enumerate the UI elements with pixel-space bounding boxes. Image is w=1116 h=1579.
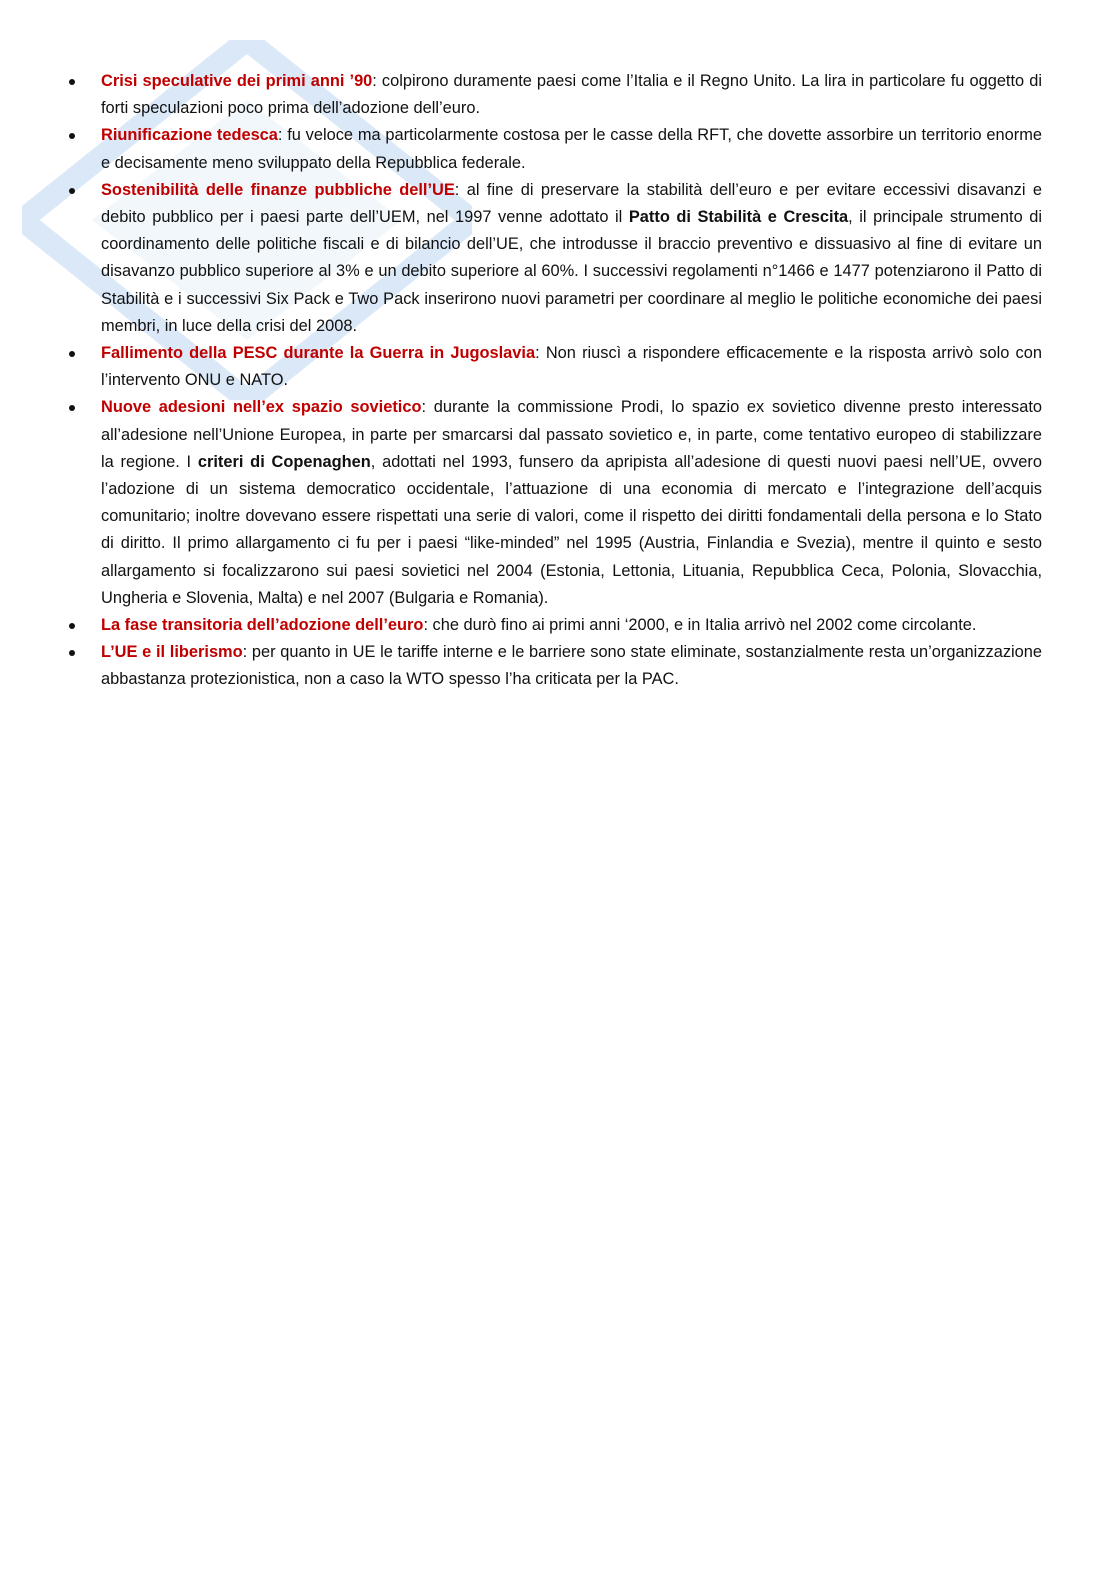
bullet-list [66,68,1042,694]
item-text: , il principale strumento di coordinamento delle politiche fiscali e di bilancio dell’UE, che introdusse il braccio preventivo e dissuasivo al fine di evitare un disavanzo pubblico superiore al 3% e un debito superiore al 60%. I successivi regolamenti n°1466 e 1477 potenziarono il Patto di Stabilità e i successivi Six Pack e Two Pack inserirono nuovi parametri per coordinare al meglio le politiche economiche dei paesi membri, in luce della crisi del 2008. [101,208,1043,335]
bullet-icon [69,405,75,411]
list-item [66,612,1042,639]
bullet-icon [69,351,75,357]
item-text: : colpirono duramente paesi come l’Italia e il Regno Unito. La lira in particolare fu oggetto di forti speculazioni poco prima dell’adozione dell’euro. [101,72,1042,118]
item-bold-text: Patto di Stabilità e Crescita [628,208,849,227]
bullet-icon [69,650,75,656]
bullet-icon [69,188,75,194]
list-item [66,394,1042,612]
item-term: Riunificazione tedesca [101,126,278,145]
list-item [66,340,1042,394]
item-text: : al fine di preservare la stabilità dell’euro e per evitare eccessivi disavanzi e debito pubblico per i paesi parte dell’UEM, nel 1997 venne adottato il [101,180,1042,227]
document-body [66,68,1042,694]
list-item [66,122,1042,176]
item-term: Nuove adesioni nell’ex spazio sovietico [101,398,422,417]
list-item [66,68,1042,122]
item-text: : Non riuscì a rispondere efficacemente e la risposta arrivò solo con l’intervento ONU e NATO. [101,344,1042,390]
item-term: Fallimento della PESC durante la Guerra in Jugoslavia [101,344,536,363]
list-item [66,177,1042,340]
bullet-icon [69,623,75,629]
item-term: La fase transitoria dell’adozione dell’euro [101,616,424,635]
item-text: : che durò fino ai primi anni ‘2000, e in Italia arrivò nel 2002 come circolante. [423,616,977,635]
item-text: : durante la commissione Prodi, lo spazio ex sovietico divenne presto interessato all’adesione nell’Unione Europea, in parte per smarcarsi dal passato sovietico e, in parte, come tentativo europeo di stabilizzare la regione. I [101,398,1042,471]
item-bold-text: criteri di Copenaghen [197,452,371,471]
item-term: Crisi speculative dei primi anni ’90 [101,72,373,90]
item-text: : fu veloce ma particolarmente costosa per le casse della RFT, che dovette assorbire un territorio enorme e decisamente meno sviluppato della Repubblica federale. [101,126,1042,172]
bullet-icon [69,133,75,139]
item-term: L’UE e il liberismo [101,643,243,662]
item-term: Sostenibilità delle finanze pubbliche dell’UE [101,180,455,199]
item-text: : per quanto in UE le tariffe interne e le barriere sono state eliminate, sostanzialmente resta un’organizzazione abbastanza protezionistica, non a caso la WTO spesso l’ha criticata per la PAC. [101,643,1043,689]
list-item [66,639,1042,693]
item-text: , adottati nel 1993, funsero da apripista all’adesione di questi nuovi paesi nell’UE, ovvero l’adozione di un sistema democratico occidentale, l’attuazione di una economia di mercato e l’integrazione dell’acquis comunitario; inoltre dovevano essere rispettati una serie di valori, come il rispetto dei diritti fondamentali della persona e lo Stato di diritto. Il primo allargamento ci fu per i paesi “like-minded” nel 1995 (Austria, Finlandia e Svezia), mentre il quinto e sesto allargamento si focalizzarono sui paesi sovietici nel 2004 (Estonia, Lettonia, Lituania, Repubblica Ceca, Polonia, Slovacchia, Ungheria e Slovenia, Malta) e nel 2007 (Bulgaria e Romania). [101,452,1042,607]
bullet-icon [69,79,75,85]
